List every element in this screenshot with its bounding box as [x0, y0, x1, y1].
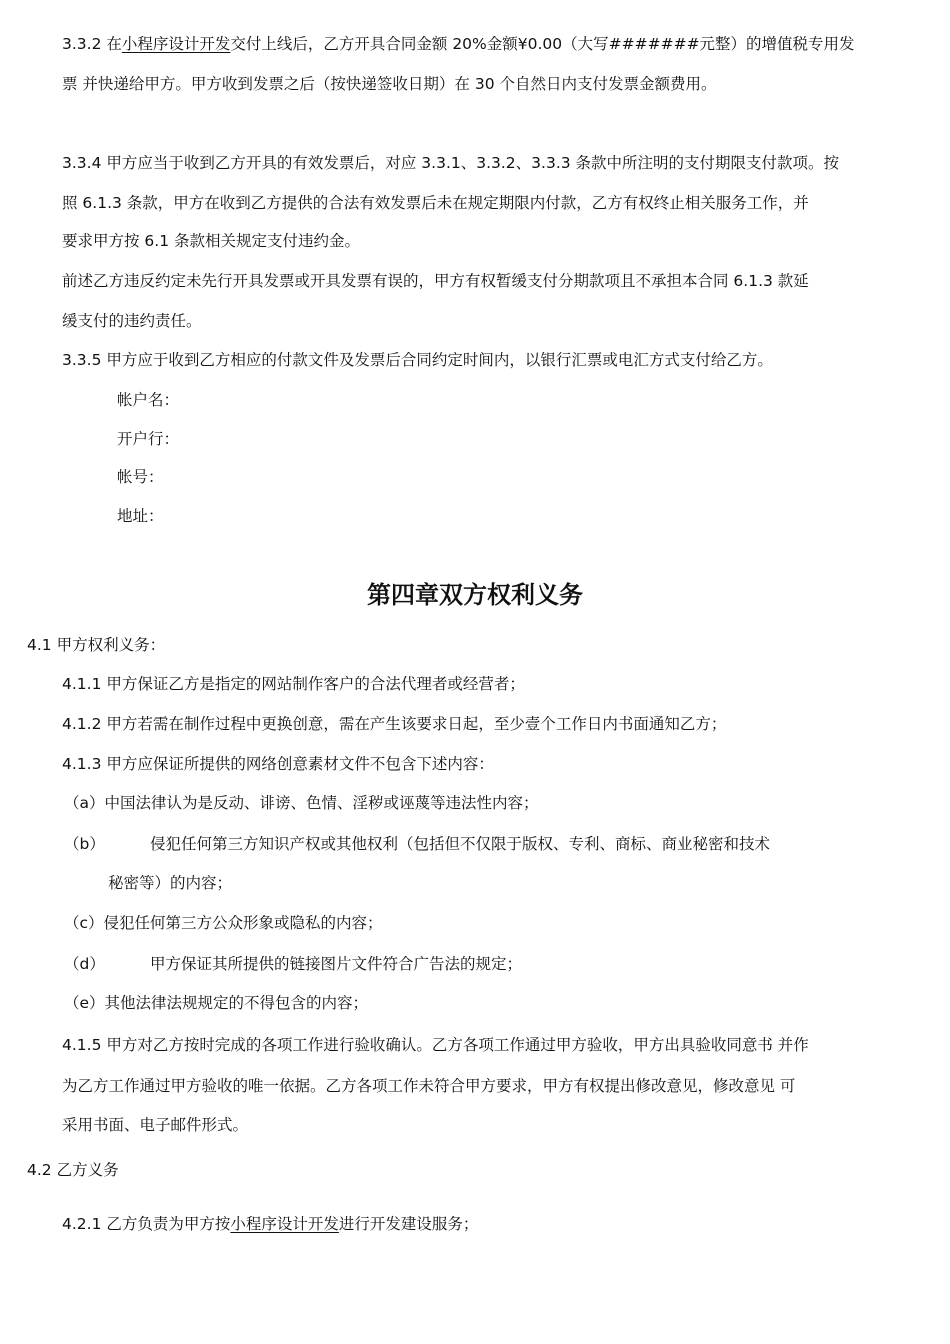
clause-3-3-2-continued: 票 并快递给甲方。甲方收到发票之后（按快递签收日期）在 30 个自然日内支付发票金额费用。: [62, 75, 717, 93]
clause-3-3-2-prefix: 3.3.2 在: [62, 35, 122, 53]
clause-3-3-2-text: 交付上线后，乙方开具合同金额 20%金额¥0.00（大写#######元整）的增值税专用发: [230, 35, 855, 53]
item-a: （a）中国法律认为是反动、诽谤、色情、淫秽或诬蔑等违法性内容；: [64, 794, 539, 812]
clause-4-1-1: 4.1.1 甲方保证乙方是指定的网站制作客户的合法代理者或经营者；: [62, 675, 525, 693]
clause-4-1-5-line-2: 为乙方工作通过甲方验收的唯一依据。乙方各项工作未符合甲方要求，甲方有权提出修改意见，修改意见 可: [62, 1077, 796, 1095]
clause-4-1-5-line-3: 采用书面、电子邮件形式。: [62, 1116, 249, 1134]
bank-address-label: 地址：: [117, 507, 164, 525]
clause-4-2-1-text: 进行开发建设服务；: [338, 1215, 479, 1233]
item-b-label: （b）: [64, 835, 105, 853]
clause-3-3-5: 3.3.5 甲方应于收到乙方相应的付款文件及发票后合同约定时间内，以银行汇票或电汇方式支付给乙方。: [62, 351, 773, 369]
penalty-paragraph-line-2: 缓支付的违约责任。: [62, 312, 202, 330]
item-c: （c）侵犯任何第三方公众形象或隐私的内容；: [64, 914, 383, 932]
item-e: （e）其他法律法规规定的不得包含的内容；: [64, 994, 369, 1012]
bank-account-number-label: 帐号：: [117, 468, 164, 486]
clause-3-3-4-line-3: 要求甲方按 6.1 条款相关规定支付违约金。: [62, 232, 361, 250]
clause-4-1-3: 4.1.3 甲方应保证所提供的网络创意素材文件不包含下述内容：: [62, 755, 494, 773]
clause-4-1-5-line-1: 4.1.5 甲方对乙方按时完成的各项工作进行验收确认。乙方各项工作通过甲方验收，甲方出具验收同意书 并作: [62, 1036, 809, 1054]
clause-4-2-1-prefix: 4.2.1 乙方负责为甲方按: [62, 1215, 231, 1233]
section-4-2-title: 4.2 乙方义务: [27, 1161, 119, 1179]
item-b-continued: 秘密等）的内容；: [108, 874, 233, 892]
project-name-underlined: 小程序设计开发: [121, 35, 231, 53]
clause-4-1-2: 4.1.2 甲方若需在制作过程中更换创意，需在产生该要求日起，至少壹个工作日内书面通知乙方；: [62, 715, 727, 733]
clause-4-2-1: [62, 1214, 478, 1236]
chapter-four-title: 第四章双方权利义务: [367, 581, 583, 609]
bank-account-name-label: 帐户名：: [117, 391, 180, 409]
bank-name-label: 开户行：: [117, 430, 180, 448]
clause-3-3-4-line-2: 照 6.1.3 条款，甲方在收到乙方提供的合法有效发票后未在规定期限内付款，乙方有权终止相关服务工作，并: [62, 194, 809, 212]
item-b-text: 侵犯任何第三方知识产权或其他权利（包括但不仅限于版权、专利、商标、商业秘密和技术: [150, 835, 771, 853]
clause-3-3-4-line-1: 3.3.4 甲方应当于收到乙方开具的有效发票后，对应 3.3.1、3.3.2、3.3.3 条款中所注明的支付期限支付款项。按: [62, 154, 840, 172]
penalty-paragraph-line-1: 前述乙方违反约定未先行开具发票或开具发票有误的，甲方有权暂缓支付分期款项且不承担本合同 6.1.3 款延: [62, 272, 809, 290]
project-name-underlined-2: 小程序设计开发: [230, 1215, 339, 1233]
clause-3-3-2: [62, 34, 855, 56]
item-d-text: 甲方保证其所提供的链接图片文件符合广告法的规定；: [150, 955, 523, 973]
item-d-label: （d）: [64, 955, 105, 973]
section-4-1-title: 4.1 甲方权利义务：: [27, 636, 166, 654]
